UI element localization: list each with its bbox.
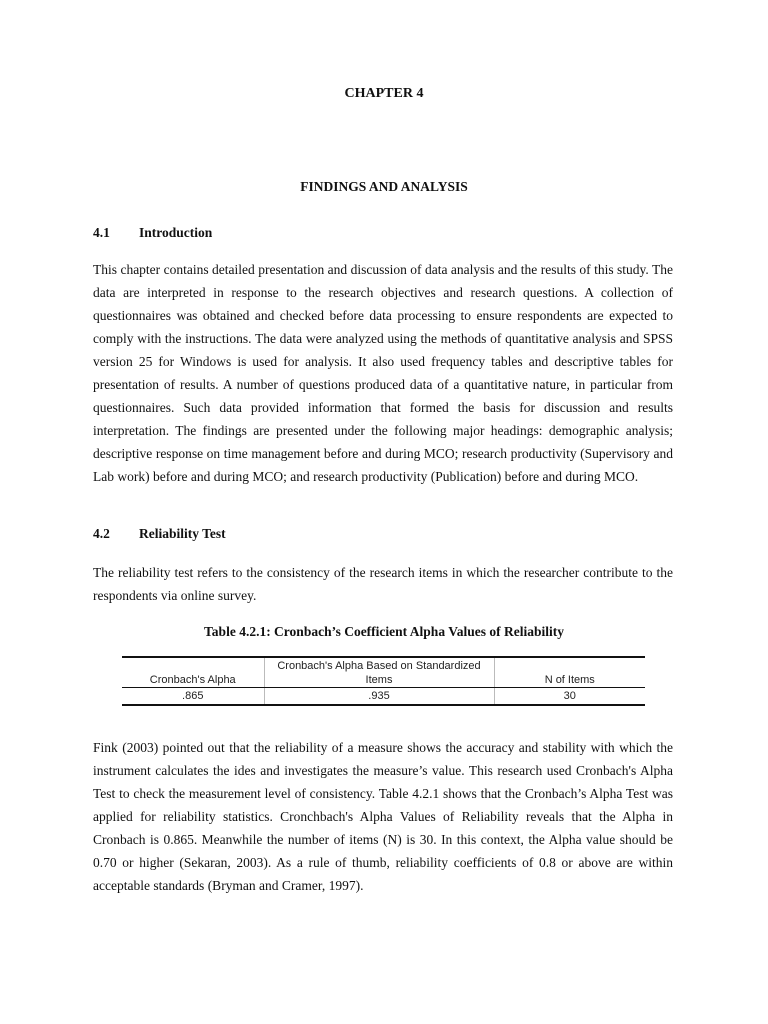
table-caption: Table 4.2.1: Cronbach’s Coefficient Alpha Values of Reliability xyxy=(204,624,564,639)
section-heading-introduction xyxy=(93,225,212,241)
reliability-paragraph: The reliability test refers to the consistency of the research items in which the researcher contribute to the respondents via online survey. xyxy=(93,565,673,603)
section-title: Reliability Test xyxy=(139,526,226,541)
reliability-statistics-table xyxy=(122,656,645,706)
introduction-paragraph: This chapter contains detailed presentation and discussion of data analysis and the results of this study. The data are interpreted in response to the research objectives and research questions. A collection of questionnaires was obtained and checked before data processing to ensure respondents are expected to comply with the instructions. The data were analyzed using the methods of quantitative analysis and SPSS version 25 for Windows is used for analysis. It also used frequency tables and descriptive tables for presentation of results. A number of questions produced data of a quantitative nature, in particular from questionnaires. Such data provided information that formed the basis for discussion and results interpretation. The findings are presented under the following major headings: demographic analysis; descriptive response on time management before and during MCO; research productivity (Supervisory and Lab work) before and during MCO; and research productivity (Publication) before and during MCO. xyxy=(93,262,673,484)
table-cell: .865 xyxy=(122,688,264,706)
table-header-cell: N of Items xyxy=(494,657,645,688)
table-cell: .935 xyxy=(264,688,494,706)
table-header-cell: Cronbach's Alpha Based on Standardized Items xyxy=(264,657,494,688)
section-number: 4.2 xyxy=(93,526,110,541)
table-header-cell: Cronbach's Alpha xyxy=(122,657,264,688)
chapter-subtitle: FINDINGS AND ANALYSIS xyxy=(300,179,468,194)
section-heading-reliability-test xyxy=(93,526,226,542)
table-cell: 30 xyxy=(494,688,645,706)
closing-paragraph: Fink (2003) pointed out that the reliability of a measure shows the accuracy and stability with which the instrument calculates the ides and investigates the measure’s value. This research used Cronbach's Alpha Test to check the measurement level of consistency. Table 4.2.1 shows that the Cronbach’s Alpha Test was applied for reliability statistics. Cronchbach's Alpha Values of Reliability reveals that the Alpha in Cronbach is 0.865. Meanwhile the number of items (N) is 30. In this context, the Alpha value should be 0.70 or higher (Sekaran, 2003). As a rule of thumb, reliability coefficients of 0.8 or above are within acceptable standards (Bryman and Cramer, 1997). xyxy=(93,740,673,893)
table-header-row xyxy=(122,657,645,688)
section-title: Introduction xyxy=(139,225,213,240)
section-number: 4.1 xyxy=(93,225,110,240)
table-row xyxy=(122,688,645,706)
chapter-title: CHAPTER 4 xyxy=(344,86,424,101)
